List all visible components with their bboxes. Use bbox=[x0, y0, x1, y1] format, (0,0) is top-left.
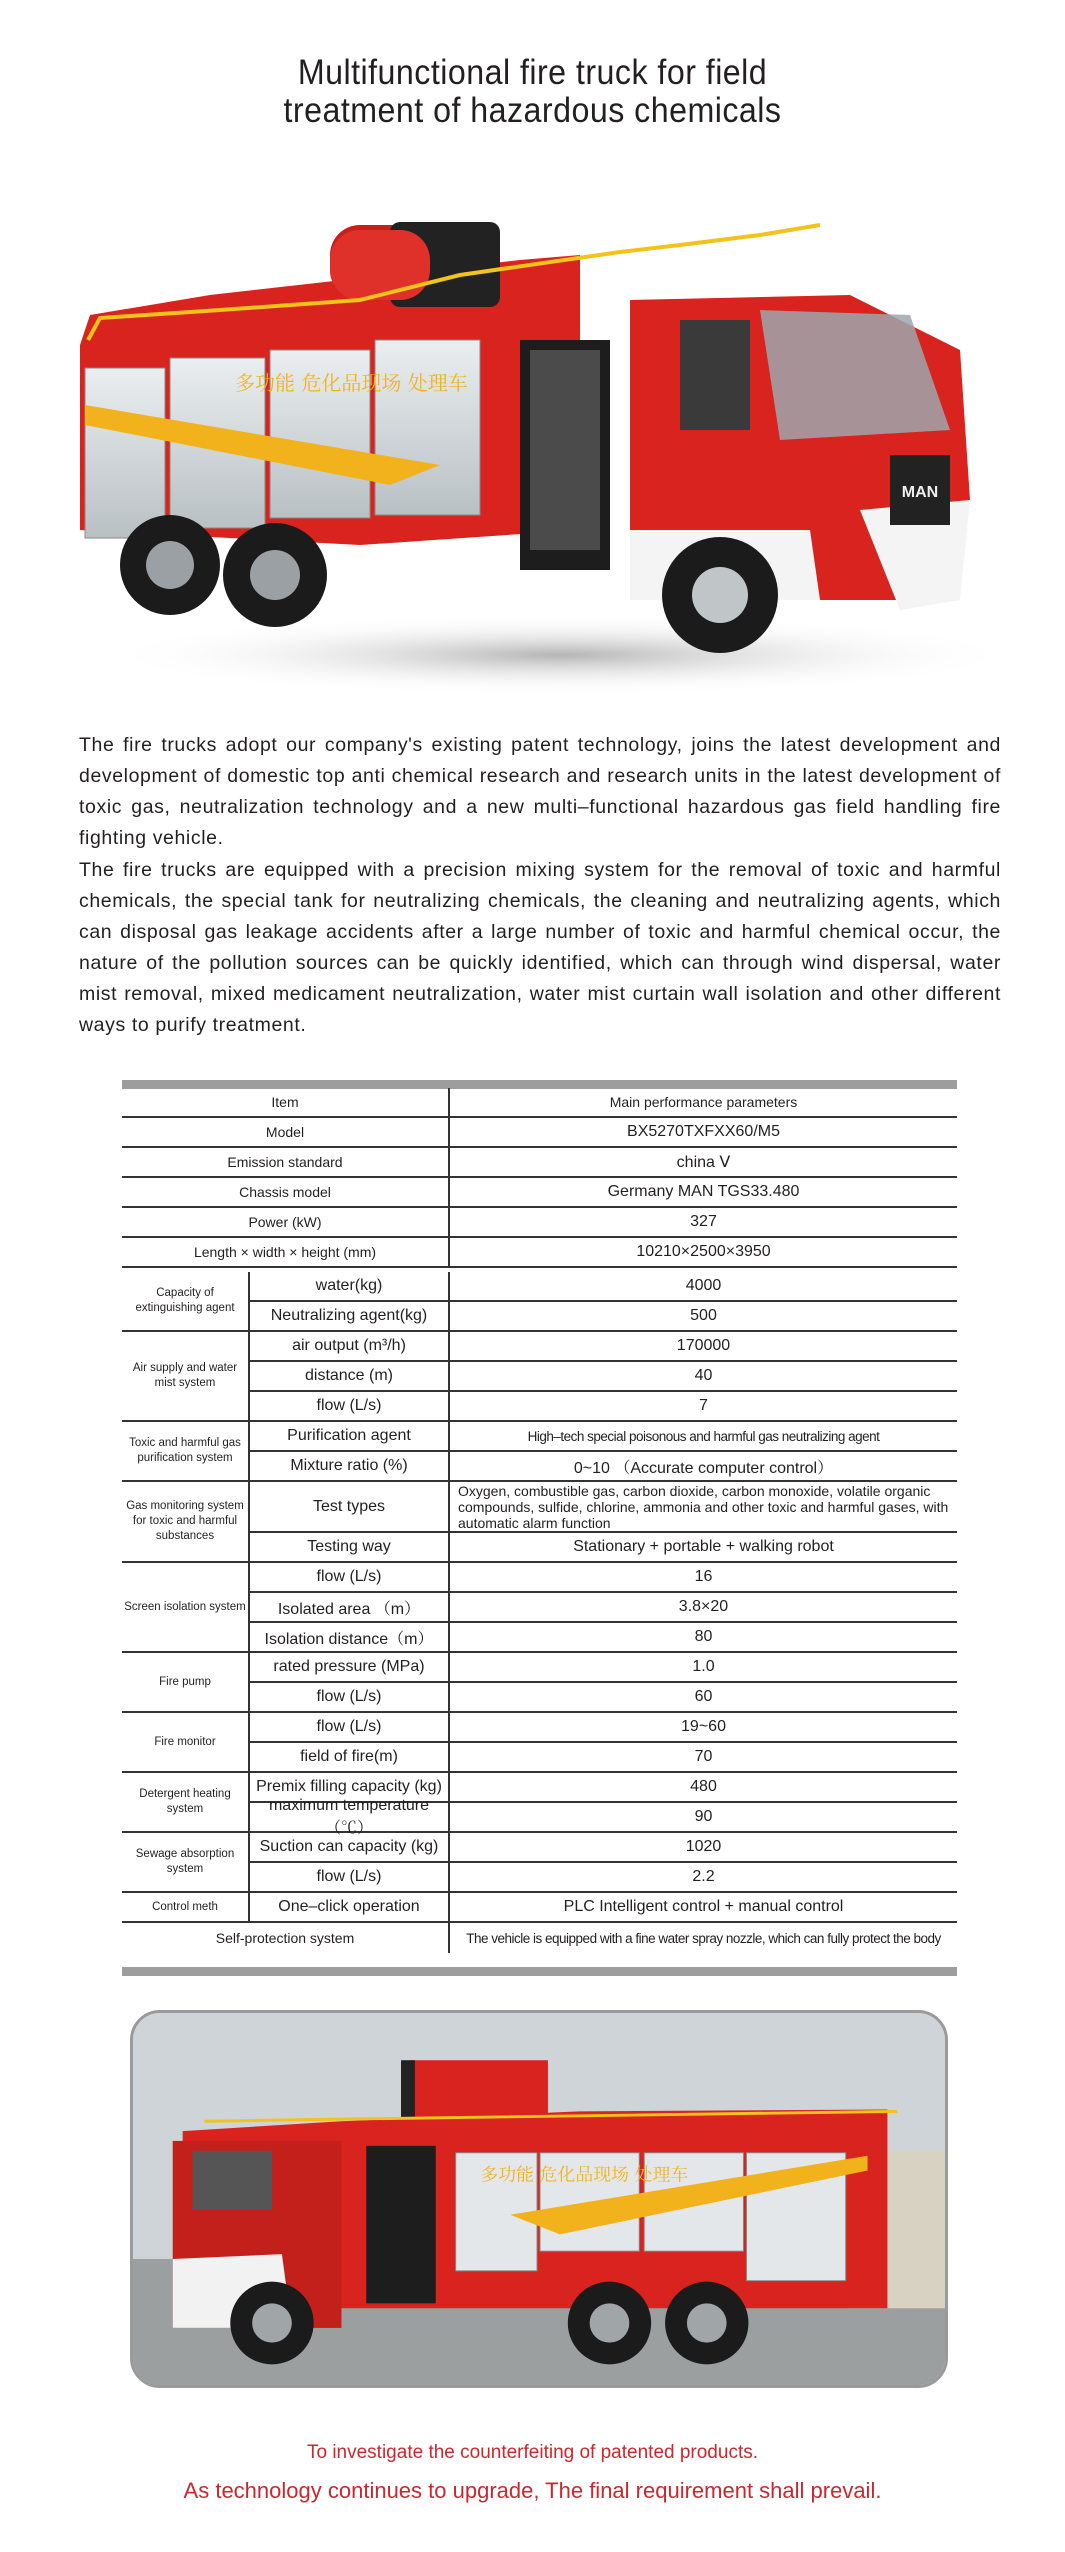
hero-door-text: 多功能 危化品现场 处理车 bbox=[235, 371, 468, 395]
row-value: 19~60 bbox=[448, 1713, 957, 1741]
table-row bbox=[122, 1178, 957, 1208]
row-value: BX5270TXFXX60/M5 bbox=[448, 1118, 957, 1146]
fan-drum bbox=[330, 222, 500, 307]
row-item-label: Length × width × height (mm) bbox=[193, 1244, 377, 1260]
table-footer-row bbox=[122, 1923, 957, 1953]
hero-fire-truck-image bbox=[60, 200, 1020, 700]
table-row bbox=[122, 1238, 957, 1268]
header-item: Item bbox=[271, 1094, 299, 1110]
row-value: 70 bbox=[448, 1743, 957, 1771]
row-sub-item: Isolation distance（m） bbox=[248, 1623, 448, 1651]
row-value: 16 bbox=[448, 1563, 957, 1591]
row-value: The vehicle is equipped with a fine water spray nozzle, which can fully protect the body bbox=[448, 1923, 957, 1953]
table-row bbox=[122, 1118, 957, 1148]
row-value: 2.2 bbox=[448, 1863, 957, 1891]
footer-notice-patent: To investigate the counterfeiting of patented products. bbox=[306, 2442, 759, 2463]
table-bottom-bar bbox=[122, 1967, 957, 1976]
row-sub-item: Purification agent bbox=[248, 1422, 448, 1450]
row-sub-item: Suction can capacity (kg) bbox=[248, 1833, 448, 1861]
row-sub-item: flow (L/s) bbox=[248, 1863, 448, 1891]
description-paragraph-1: The fire trucks adopt our company's existing patent technology, joins the latest development and development of domestic top anti chemical research and research units in the latest development of toxic gas, neutralization technology and a new multi–functional hazardous gas field handling fire fighting vehicle. bbox=[79, 734, 1001, 849]
row-sub-item: air output (m³/h) bbox=[248, 1332, 448, 1360]
row-item-label: Model bbox=[265, 1124, 305, 1140]
row-value: 7 bbox=[448, 1392, 957, 1420]
side-view-photo bbox=[130, 2010, 948, 2388]
row-value: 480 bbox=[448, 1773, 957, 1801]
row-value: 500 bbox=[448, 1302, 957, 1330]
row-sub-item: flow (L/s) bbox=[248, 1713, 448, 1741]
row-value: 170000 bbox=[448, 1332, 957, 1360]
row-sub-item: rated pressure (MPa) bbox=[248, 1653, 448, 1681]
row-item-label: Emission standard bbox=[227, 1154, 343, 1170]
row-group-label: Screen isolation system bbox=[122, 1563, 248, 1651]
row-sub-item: Neutralizing agent(kg) bbox=[248, 1302, 448, 1330]
row-group-label: Fire pump bbox=[122, 1653, 248, 1711]
row-value: 40 bbox=[448, 1362, 957, 1390]
description-paragraph-2: The fire trucks are equipped with a precision mixing system for the removal of toxic and harmful chemicals, the special tank for neutralizing chemicals, the cleaning and neutralizing agents, which can disposal gas leakage accidents after a large number of toxic and harmful chemical occur, the nature of the pollution sources can be quickly identified, which can through wind dispersal, water mist removal, mixed medicament neutralization, water mist curtain wall isolation and other different ways to purify treatment. bbox=[79, 859, 1001, 1036]
row-item-label: Self-protection system bbox=[215, 1930, 355, 1946]
title-line-1: Multifunctional fire truck for field bbox=[297, 53, 768, 92]
row-value: 3.8×20 bbox=[448, 1593, 957, 1621]
row-value: 60 bbox=[448, 1683, 957, 1711]
row-sub-item: maximum temperature（℃） bbox=[248, 1803, 448, 1831]
row-sub-item: field of fire(m) bbox=[248, 1743, 448, 1771]
footer-notice-upgrade: As technology continues to upgrade, The final requirement shall prevail. bbox=[183, 2478, 882, 2503]
row-value: Stationary + portable + walking robot bbox=[448, 1533, 957, 1561]
row-sub-item: flow (L/s) bbox=[248, 1683, 448, 1711]
row-sub-item: Isolated area （m） bbox=[248, 1593, 448, 1621]
row-value: 90 bbox=[448, 1803, 957, 1831]
row-group-label: Air supply and water mist system bbox=[122, 1332, 248, 1420]
row-sub-item: flow (L/s) bbox=[248, 1392, 448, 1420]
row-value: 1020 bbox=[448, 1833, 957, 1861]
row-item-label: Chassis model bbox=[239, 1184, 331, 1200]
row-value: 1.0 bbox=[448, 1653, 957, 1681]
table-row bbox=[122, 1148, 957, 1178]
row-item-label: Power (kW) bbox=[248, 1214, 322, 1230]
row-value: Germany MAN TGS33.480 bbox=[448, 1178, 957, 1206]
row-group-label: Detergent heating system bbox=[122, 1773, 248, 1831]
row-sub-item: Premix filling capacity (kg) bbox=[248, 1773, 448, 1801]
row-value: 327 bbox=[448, 1208, 957, 1236]
page-title bbox=[43, 54, 1023, 130]
row-sub-item: Test types bbox=[248, 1482, 448, 1531]
row-sub-item: One–click operation bbox=[248, 1893, 448, 1921]
title-line-2: treatment of hazardous chemicals bbox=[283, 91, 782, 130]
row-group-label: Gas monitoring system for toxic and harmful substances bbox=[122, 1482, 248, 1561]
table-row bbox=[122, 1208, 957, 1238]
row-value: PLC Intelligent control + manual control bbox=[448, 1893, 957, 1921]
row-group-label: Capacity of extinguishing agent bbox=[122, 1272, 248, 1330]
brand-logo: MAN bbox=[901, 484, 939, 501]
row-value: 10210×2500×3950 bbox=[448, 1238, 957, 1266]
side-door-text: 多功能 危化品现场 处理车 bbox=[480, 2164, 689, 2186]
row-group-label: Sewage absorption system bbox=[122, 1833, 248, 1891]
row-sub-item: water(kg) bbox=[248, 1272, 448, 1300]
row-value: 80 bbox=[448, 1623, 957, 1651]
row-value: 4000 bbox=[448, 1272, 957, 1300]
header-value: Main performance parameters bbox=[448, 1088, 957, 1116]
table-header-row bbox=[122, 1088, 957, 1118]
row-value: china Ⅴ bbox=[448, 1148, 957, 1176]
row-sub-item: flow (L/s) bbox=[248, 1563, 448, 1591]
row-group-label: Fire monitor bbox=[122, 1713, 248, 1771]
row-sub-item: Mixture ratio (%) bbox=[248, 1452, 448, 1480]
row-sub-item: Testing way bbox=[248, 1533, 448, 1561]
row-group-label: Control meth bbox=[122, 1893, 248, 1921]
row-sub-item: distance (m) bbox=[248, 1362, 448, 1390]
row-value: 0~10 （Accurate computer control） bbox=[448, 1452, 957, 1480]
row-group-label: Toxic and harmful gas purification system bbox=[122, 1422, 248, 1480]
row-value: Oxygen, combustible gas, carbon dioxide, carbon monoxide, volatile organic compounds, sulfide, chlorine, ammonia and other toxic and harmful gases, with automatic alarm function bbox=[448, 1482, 957, 1531]
row-value: High–tech special poisonous and harmful gas neutralizing agent bbox=[448, 1422, 957, 1450]
